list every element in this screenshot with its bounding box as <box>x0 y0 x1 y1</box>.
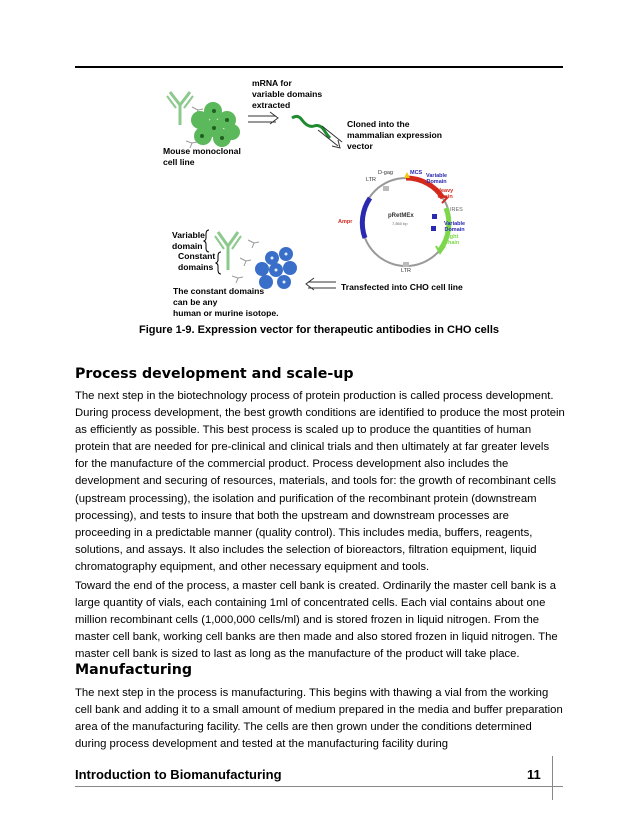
plasmid-ires: IRES <box>450 207 463 213</box>
cho-cell-cluster-icon <box>255 247 297 289</box>
plasmid-variable-domain-1: Variable Domain <box>426 173 448 185</box>
mrna-label: mRNA for variable domains extracted <box>252 78 323 110</box>
section-heading-manufacturing: Manufacturing <box>75 662 193 678</box>
arrow-to-mrna-icon <box>248 112 278 124</box>
section-heading-process-development: Process development and scale-up <box>75 366 354 382</box>
arrow-to-cho-icon <box>306 278 336 290</box>
plasmid-name: pRetMEx <box>388 213 414 219</box>
paragraph-master-cell-bank: Toward the end of the process, a master cell bank is created. Ordinarily the master cell bank is a large quantity of vials, each containing 1ml of concentrated cells. Each vial contains about one million recombinant cells (1,000,000 cells/ml) and is stored frozen in liquid nitrogen. From the master cell bank, working cell banks are then made and also stored frozen in liquid nitrogen. The master cell bank is sized to last as long as the manufacture of the product will take place. <box>75 580 558 661</box>
transfected-label: Transfected into CHO cell line <box>341 282 463 292</box>
plasmid-light-chain: Light Chain <box>444 234 460 246</box>
plasmid-d-gag: D-gag <box>378 170 393 176</box>
plasmid-heavy-chain: Heavy Chain <box>437 188 454 200</box>
footer-rule <box>75 786 563 787</box>
mouse-cell-cluster-icon <box>191 102 240 147</box>
constant-bracket-icon <box>216 252 221 274</box>
plasmid-ltr-top: LTR <box>366 177 376 183</box>
plasmid-size: 7,860 bp <box>392 221 408 226</box>
plasmid-ltr-bottom: LTR <box>401 268 411 274</box>
page-number: 11 <box>527 767 541 782</box>
plasmid-ampr: Ampr <box>338 219 353 225</box>
footer-title: Introduction to Biomanufacturing <box>75 767 282 782</box>
cho-antibody-icon <box>215 232 241 270</box>
paragraph-process-development: The next step in the biotechnology process of protein production is called process development. During process development, the best growth conditions are identified to produce the most protein as efficiently as possible. This best process is scaled up to produce the quantities of human protein that are needed for pre-clinical and clinical trials and then ultimately at far greater levels for the manufacture of the commercial product. Process development also includes the development and securing of resources, materials, and tools for: the growth of recombinant cells (upstream processing), the isolation and purification of the recombinant protein (downstream processing), and tests to insure that both the upstream and downstream processes are proceeding in a predictable manner (quality control). This includes media, buffers, reagents, solutions, and assays. It also includes the selection of bioreactors, filtration equipment, liquid chromatography equipment, and other necessary equipment and tools. <box>75 390 565 573</box>
constant-domains-label: Constant domains <box>178 251 216 272</box>
plasmid-mcs: MCS <box>410 170 423 176</box>
plasmid-variable-domain-2: Variable Domain <box>444 221 466 233</box>
footer-vertical-rule <box>552 756 553 800</box>
figure-caption: Figure 1-9. Expression vector for therapeutic antibodies in CHO cells <box>138 324 500 336</box>
figure-artwork <box>0 0 638 330</box>
expression-vector-figure <box>0 0 638 330</box>
cho-floating-antibodies-icon <box>232 240 259 283</box>
constant-domains-note: The constant domains can be any human or murine isotope. <box>173 286 279 318</box>
variable-domain-label: Variable domain <box>172 230 205 251</box>
mouse-cell-line-label: Mouse monoclonal cell line <box>163 146 241 167</box>
mouse-antibody-icon <box>167 92 193 125</box>
paragraph-manufacturing: The next step in the process is manufacturing. This begins with thawing a vial from the working cell bank and adding it to a small amount of medium prepared in the media and buffer preparation area of the manufacturing facility. The cells are then grown under the conditions determined during process development and tested at the manufacturing facility during <box>75 687 563 751</box>
cloned-vector-label: Cloned into the mammalian expression vector <box>347 119 443 151</box>
